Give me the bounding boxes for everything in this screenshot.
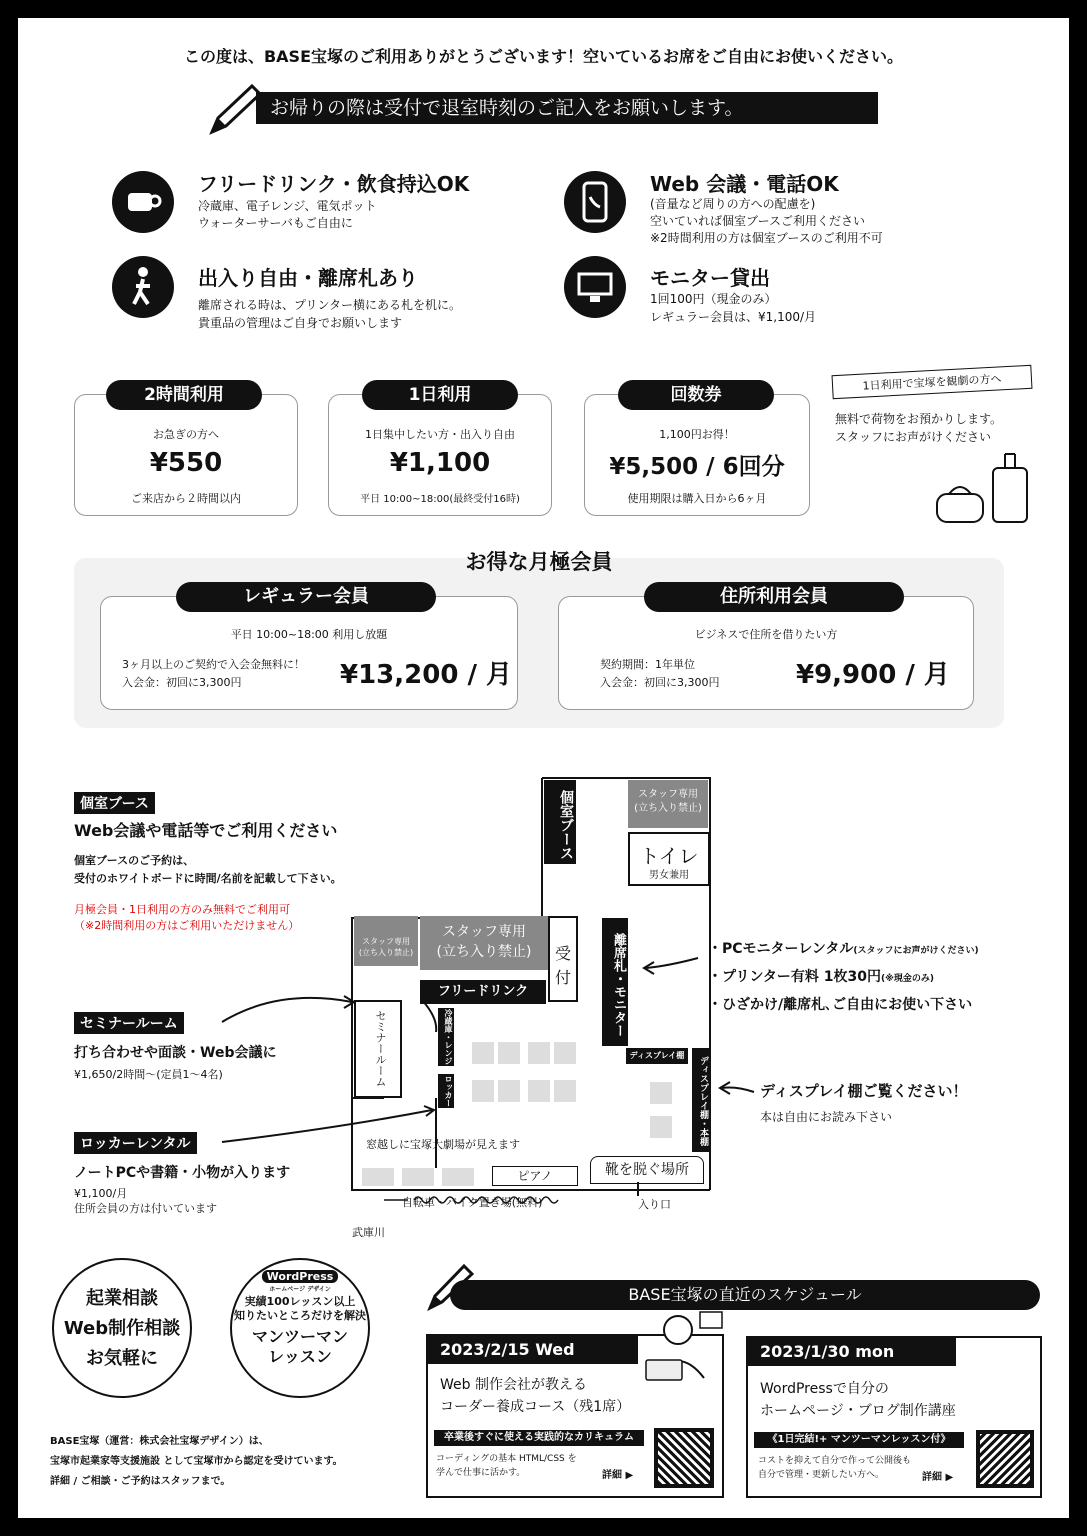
map-rikiseki: 離席札・モニター: [602, 918, 628, 1046]
plan-label: 回数券: [618, 380, 774, 410]
map-booth: 個室ブース: [544, 780, 576, 864]
qr-code-icon: [976, 1430, 1034, 1488]
address-price: ¥9,900 / 月: [796, 660, 950, 690]
map-free-drink: フリードリンク: [420, 980, 546, 1004]
schedule-title: BASE宝塚の直近のスケジュール: [450, 1280, 1040, 1310]
welcome-text: この度は、BASE宝塚のご利用ありがとうございます！空いているお席をご自由にお使いください。: [183, 47, 904, 66]
map-seminar: セミナールーム: [354, 1000, 402, 1098]
plan-label: 2時間利用: [106, 380, 262, 410]
luggage-tag: 1日利用で宝塚を観劇の方へ: [832, 365, 1033, 399]
feature-title: フリードリンク・飲食持込OK: [198, 172, 470, 196]
plan-price: ¥550: [149, 448, 223, 478]
monthly-title: お得な月極会員: [465, 550, 613, 574]
feature-title: Web 会議・電話OK: [650, 172, 839, 196]
qr-code-icon: [654, 1428, 714, 1488]
person-laptop-icon: [638, 1308, 724, 1382]
notice-banner: お帰りの際は受付で退室時刻のご記入をお願いします。: [256, 92, 878, 124]
consult-badge: 起業相談 Web制作相談 お気軽に: [52, 1258, 192, 1398]
regular-price: ¥13,200 / 月: [340, 660, 513, 690]
event-detail-link[interactable]: 詳細 ▶: [922, 1472, 954, 1483]
plan-price: ¥5,500 / 6回分: [609, 454, 785, 480]
event-detail-link[interactable]: 詳細 ▶: [602, 1470, 634, 1481]
lesson-badge: WordPress ホームページ デザイン 実績100レッスン以上 知りたいところだけを解決 マンツーマン レッスン: [230, 1258, 370, 1398]
plan-price: ¥1,100: [389, 448, 491, 478]
flyer-page: この度は、BASE宝塚のご利用ありがとうございます！空いているお席をご自由にお使いください。 お帰りの際は受付で退室時刻のご記入をお願いします。 フリードリンク・飲食持込OK 冷蔵庫、電子レンジ、電気ポット ウォーターサーバもご自由に Web 会議・電話OK (音量など周りの方への配慮を) 空いていれば個室ブースご利用ください ※2時間利用の方は個室ブースのご利用不可 出入り自由・離席札あり 離席される時は、プリンター横にある札を机に。 貴重品の管理はご自身でお願いします モニター貸出 1回100円（現金のみ） レギュラー会員は、¥1,100/月 2時間利用 お急ぎの方へ ¥550 ご来店から２時間以内 1日利用 1日集中したい方・出入り自由 ¥1,100 平日 10:00~18:00(最終受付16時) 回数券 1,100円お得！ ¥5,500 / 6回分 使用期限は購入日から6ヶ月 1日利用で宝塚を観劇の方へ 無料で荷物をお預かりします。 スタッフにお声がけください お得な月極会員 レギュラー会員 平日 10:00~18:00 利用し放題 3ヶ月以上のご契約で入会金無料に！ 入会金：初回に3,300円 ¥13,200 / 月 住所利用会員 ビジネスで住所を借りたい方 契約期間：1年単位 入会金：初回に3,300円 ¥9,900 / 月 個室ブース Web会議や電話等でご利用ください 個室ブースのご予約は、 受付のホワイトボードに時間/名前を記載して下さい。 月極会員・1日利用の方のみ無料でご利用可 （※2時間利用の方はご利用いただけません） セミナールーム 打ち合わせや面談・Web会議に ¥1,650/2時間～(定員1～4名) ロッカーレンタル ノートPCや書籍・小物が入ります ¥1,100/月 住所会員の方は付いています 個室ブース スタッフ専用 (立ち入り禁止) トイレ 男女兼用 スタッフ専用 (立ち入り禁止) スタッフ専用 (立ち入り禁止) 受付 フリードリンク 離席札・モニター セミナールーム 冷蔵庫・レンジ ロッカー ディスプレイ棚 ディスプレイ棚・本棚 窓越しに宝塚大劇場が見えます ピアノ 靴を脱ぐ場所 入り口 自転車・バイク置き場(無料) 武庫川 ・PCモニターレンタル(スタッフにお声がけください) ・プリンター有料 1枚30円(※現金のみ) ・ひざかけ/離席札､ご自由にお使い下さい ディスプレイ棚ご覧ください！ 本は自由にお読み下さい 起業相談 Web制作相談 お気軽に WordPress ホームページ デザイン 実績100レッスン以上 知りたいところだけを解決 マンツーマン レッスン BASE宝塚（運営：株式会社宝塚デザイン）は、 宝塚市起業家等支援施設 として宝塚市から認定を受けています。 詳細 / ご相談・ご予約はスタッフまで。 BASE宝塚の直近のスケジュール 2023/2/15 Wed Web 制作会社が教える コーダー養成コース（残1席） 卒業後すぐに使える実践的なカリキュラム コーディングの基本 HTML/CSS を 学んで仕事に活かす。 詳細 ▶ 2023/1/30 mon WordPressで自分の ホームページ・ブログ制作講座 《1日完結!+ マンツーマンレッスン付》 コストを抑えて自分で作って公開後も 自分で管理・更新したい方へ。 詳細 ▶: [18, 18, 1069, 1518]
map-reception: 受付: [548, 916, 578, 1002]
plan-label: 1日利用: [362, 380, 518, 410]
feature-title: モニター貸出: [650, 266, 770, 290]
feature-title: 出入り自由・離席札あり: [198, 266, 418, 290]
